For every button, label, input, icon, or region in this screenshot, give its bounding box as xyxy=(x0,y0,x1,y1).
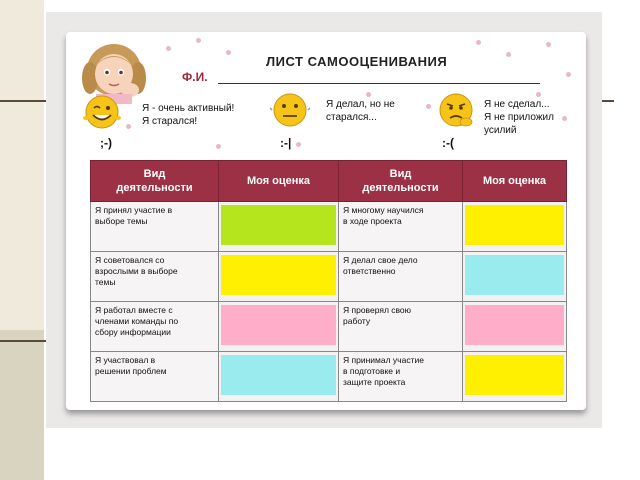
decor-dot xyxy=(562,116,567,121)
activity-line: темы xyxy=(95,277,116,287)
level-2-line-1: Я делал, но не xyxy=(326,99,395,110)
activity-line: в подготовке и xyxy=(343,366,401,376)
header-score-right-text: Моя оценка xyxy=(482,175,547,187)
score-cell[interactable] xyxy=(219,352,339,402)
decor-dot xyxy=(506,52,511,57)
level-2-line-2: старался... xyxy=(326,112,377,123)
score-cell[interactable] xyxy=(219,202,339,252)
assessment-table xyxy=(90,160,567,402)
score-swatch[interactable] xyxy=(465,255,564,295)
page-title: ЛИСТ САМООЦЕНИВАНИЯ xyxy=(266,54,448,69)
score-cell[interactable] xyxy=(463,252,567,302)
level-1-line-1: Я - очень активный! xyxy=(142,103,235,114)
self-assessment-sheet xyxy=(66,32,586,410)
score-swatch[interactable] xyxy=(465,305,564,345)
table-row xyxy=(91,202,567,252)
score-swatch[interactable] xyxy=(465,205,564,245)
decor-dot xyxy=(196,38,201,43)
name-label: Ф.И. xyxy=(182,70,208,84)
smiley-happy-icon xyxy=(82,94,122,130)
level-1-line-2: Я старался! xyxy=(142,116,198,127)
level-1-emoticon: ;-) xyxy=(100,136,112,150)
header-activity-left-line-1: Вид xyxy=(143,168,166,180)
activity-cell xyxy=(91,352,219,402)
score-cell[interactable] xyxy=(463,302,567,352)
decor-line-left xyxy=(0,100,48,102)
level-3-emoticon: :-( xyxy=(442,136,454,150)
activity-line: взрослыми в выборе xyxy=(95,266,178,276)
decor-dot xyxy=(166,46,171,51)
header-score-left xyxy=(219,161,339,202)
activity-cell xyxy=(91,302,219,352)
activity-line: ответственно xyxy=(343,266,396,276)
activity-line: работу xyxy=(343,316,371,326)
activity-line: Я участвовал в xyxy=(95,355,156,365)
header-activity-left xyxy=(91,161,219,202)
activity-cell xyxy=(339,252,463,302)
activity-cell xyxy=(91,252,219,302)
header-activity-right xyxy=(339,161,463,202)
activity-line: Я делал свое дело xyxy=(343,255,418,265)
decor-dot xyxy=(366,92,371,97)
level-3-line-3: усилий xyxy=(484,125,517,136)
decor-dot xyxy=(476,40,481,45)
header-activity-right-line-1: Вид xyxy=(389,168,412,180)
activity-line: Я многому научился xyxy=(343,205,424,215)
level-2-description xyxy=(326,98,395,124)
level-2-emoticon: :-| xyxy=(280,136,292,150)
decor-dot xyxy=(226,50,231,55)
decor-dot xyxy=(566,72,571,77)
activity-line: Я советовался со xyxy=(95,255,165,265)
activity-line: сбору информации xyxy=(95,327,171,337)
activity-cell xyxy=(339,302,463,352)
activity-line: решении проблем xyxy=(95,366,167,376)
level-3-description xyxy=(484,98,554,137)
level-3-line-1: Я не сделал... xyxy=(484,99,550,110)
score-swatch[interactable] xyxy=(221,255,336,295)
name-line xyxy=(218,83,540,84)
decor-dot xyxy=(296,142,301,147)
left-band xyxy=(0,0,44,480)
smiley-neutral-icon xyxy=(270,92,310,128)
decor-dot xyxy=(126,124,131,129)
decor-dot xyxy=(546,42,551,47)
level-3-line-2: Я не приложил xyxy=(484,112,554,123)
activity-line: Я проверял свою xyxy=(343,305,412,315)
score-cell[interactable] xyxy=(463,352,567,402)
score-swatch[interactable] xyxy=(221,205,336,245)
activity-cell xyxy=(339,202,463,252)
score-swatch[interactable] xyxy=(221,305,336,345)
left-band-shade xyxy=(0,330,44,480)
activity-cell xyxy=(339,352,463,402)
decor-line-left-low xyxy=(0,340,48,342)
score-cell[interactable] xyxy=(463,202,567,252)
activity-line: выборе темы xyxy=(95,216,148,226)
table-row xyxy=(91,252,567,302)
activity-cell xyxy=(91,202,219,252)
header-activity-right-line-2: деятельности xyxy=(362,182,439,194)
decor-dot xyxy=(216,144,221,149)
smiley-thinking-icon xyxy=(436,92,476,128)
table-header-row xyxy=(91,161,567,202)
score-cell[interactable] xyxy=(219,252,339,302)
activity-line: Я работал вместе с xyxy=(95,305,173,315)
score-swatch[interactable] xyxy=(465,355,564,395)
level-1-description xyxy=(142,102,234,128)
score-swatch[interactable] xyxy=(221,355,336,395)
header-score-right xyxy=(463,161,567,202)
activity-line: Я принимал участие xyxy=(343,355,424,365)
activity-line: членами команды по xyxy=(95,316,179,326)
decor-dot xyxy=(426,104,431,109)
decor-dot xyxy=(536,92,541,97)
table-row xyxy=(91,302,567,352)
score-cell[interactable] xyxy=(219,302,339,352)
header-score-left-text: Моя оценка xyxy=(246,175,311,187)
activity-line: в ходе проекта xyxy=(343,216,402,226)
activity-line: Я принял участие в xyxy=(95,205,173,215)
table-row xyxy=(91,352,567,402)
header-activity-left-line-2: деятельности xyxy=(116,182,193,194)
activity-line: защите проекта xyxy=(343,377,406,387)
